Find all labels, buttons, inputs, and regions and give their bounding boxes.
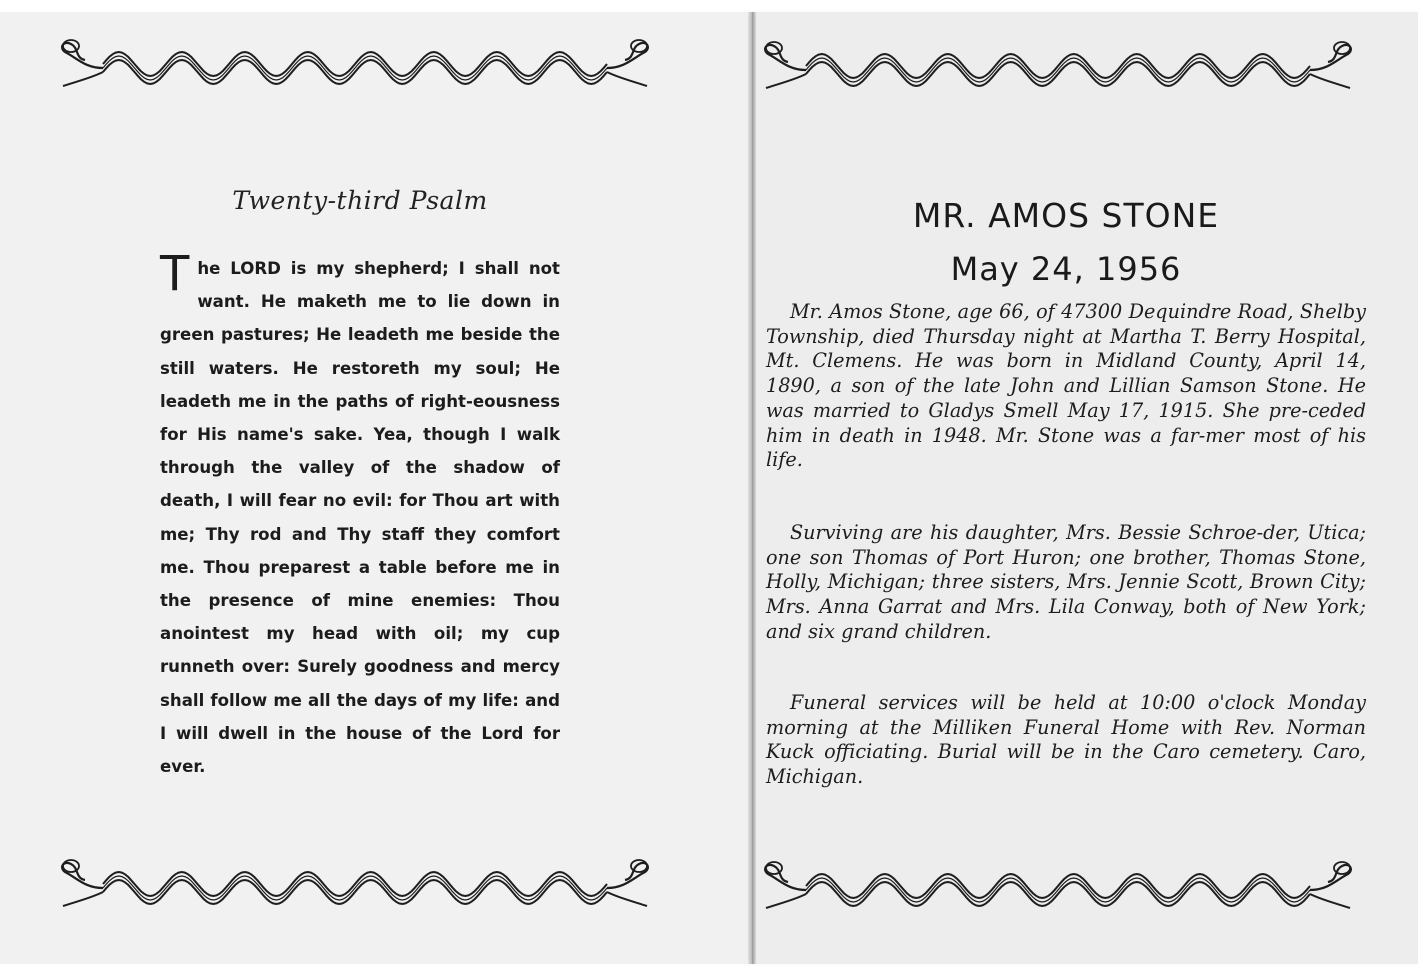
obituary-paragraph-services: Funeral services will be held at 10:00 o'clock Monday morning at the Milliken Funeral Home with Rev. Norman Kuck officiating. Burial will be in the Caro cemetery. Caro, Michigan. (766, 691, 1366, 789)
ribbon-garland-icon (55, 858, 655, 914)
obituary-name: MR. AMOS STONE (912, 196, 1220, 235)
right-page (752, 12, 1418, 964)
obituary-paragraph-survivors: Surviving are his daughter, Mrs. Bessie Schroe-der, Utica; one son Thomas of Port Huron; one brother, Thomas Stone, Holly, Michigan; three sisters, Mrs. Jennie Scott, Brown City; Mrs. Anna Garrat and Mrs. Lila Conway, both of New York; and six grand children. (766, 521, 1366, 643)
page-fold (748, 12, 756, 964)
psalm-drop-cap: T (160, 246, 190, 302)
obituary-paragraph-death: Mr. Amos Stone, age 66, of 47300 Dequindre Road, Shelby Township, died Thursday night at Martha T. Berry Hospital, Mt. Clemens. He was born in Midland County, April 14, 1890, a son of the late John and Lillian Samson Stone. He was married to Gladys Smell May 17, 1915. She pre-ceded him in death in 1948. Mr. Stone was a far-mer most of his life. (766, 300, 1366, 472)
psalm-title: Twenty-third Psalm (232, 186, 488, 215)
ribbon-garland-icon (758, 860, 1358, 916)
obituary-date: May 24, 1956 (950, 250, 1182, 288)
psalm-body-text: he LORD is my shepherd; I shall not want. He maketh me to lie down in green pastures; He leadeth me beside the still waters. He restoreth my soul; He leadeth me in the paths of right-eousness for His name's sake. Yea, though I walk through the valley of the shadow of death, I will fear no evil: for Thou art with me; Thy rod and Thy staff they comfort me. Thou preparest a table before me in the presence of mine enemies: Thou anointest my head with oil; my cup runneth over: Surely goodness and mercy shall follow me all the days of my life: and I will dwell in the house of the Lord for ever. (160, 259, 560, 777)
ribbon-garland-icon (758, 40, 1358, 96)
ribbon-garland-icon (55, 38, 655, 94)
psalm-text (160, 246, 560, 783)
